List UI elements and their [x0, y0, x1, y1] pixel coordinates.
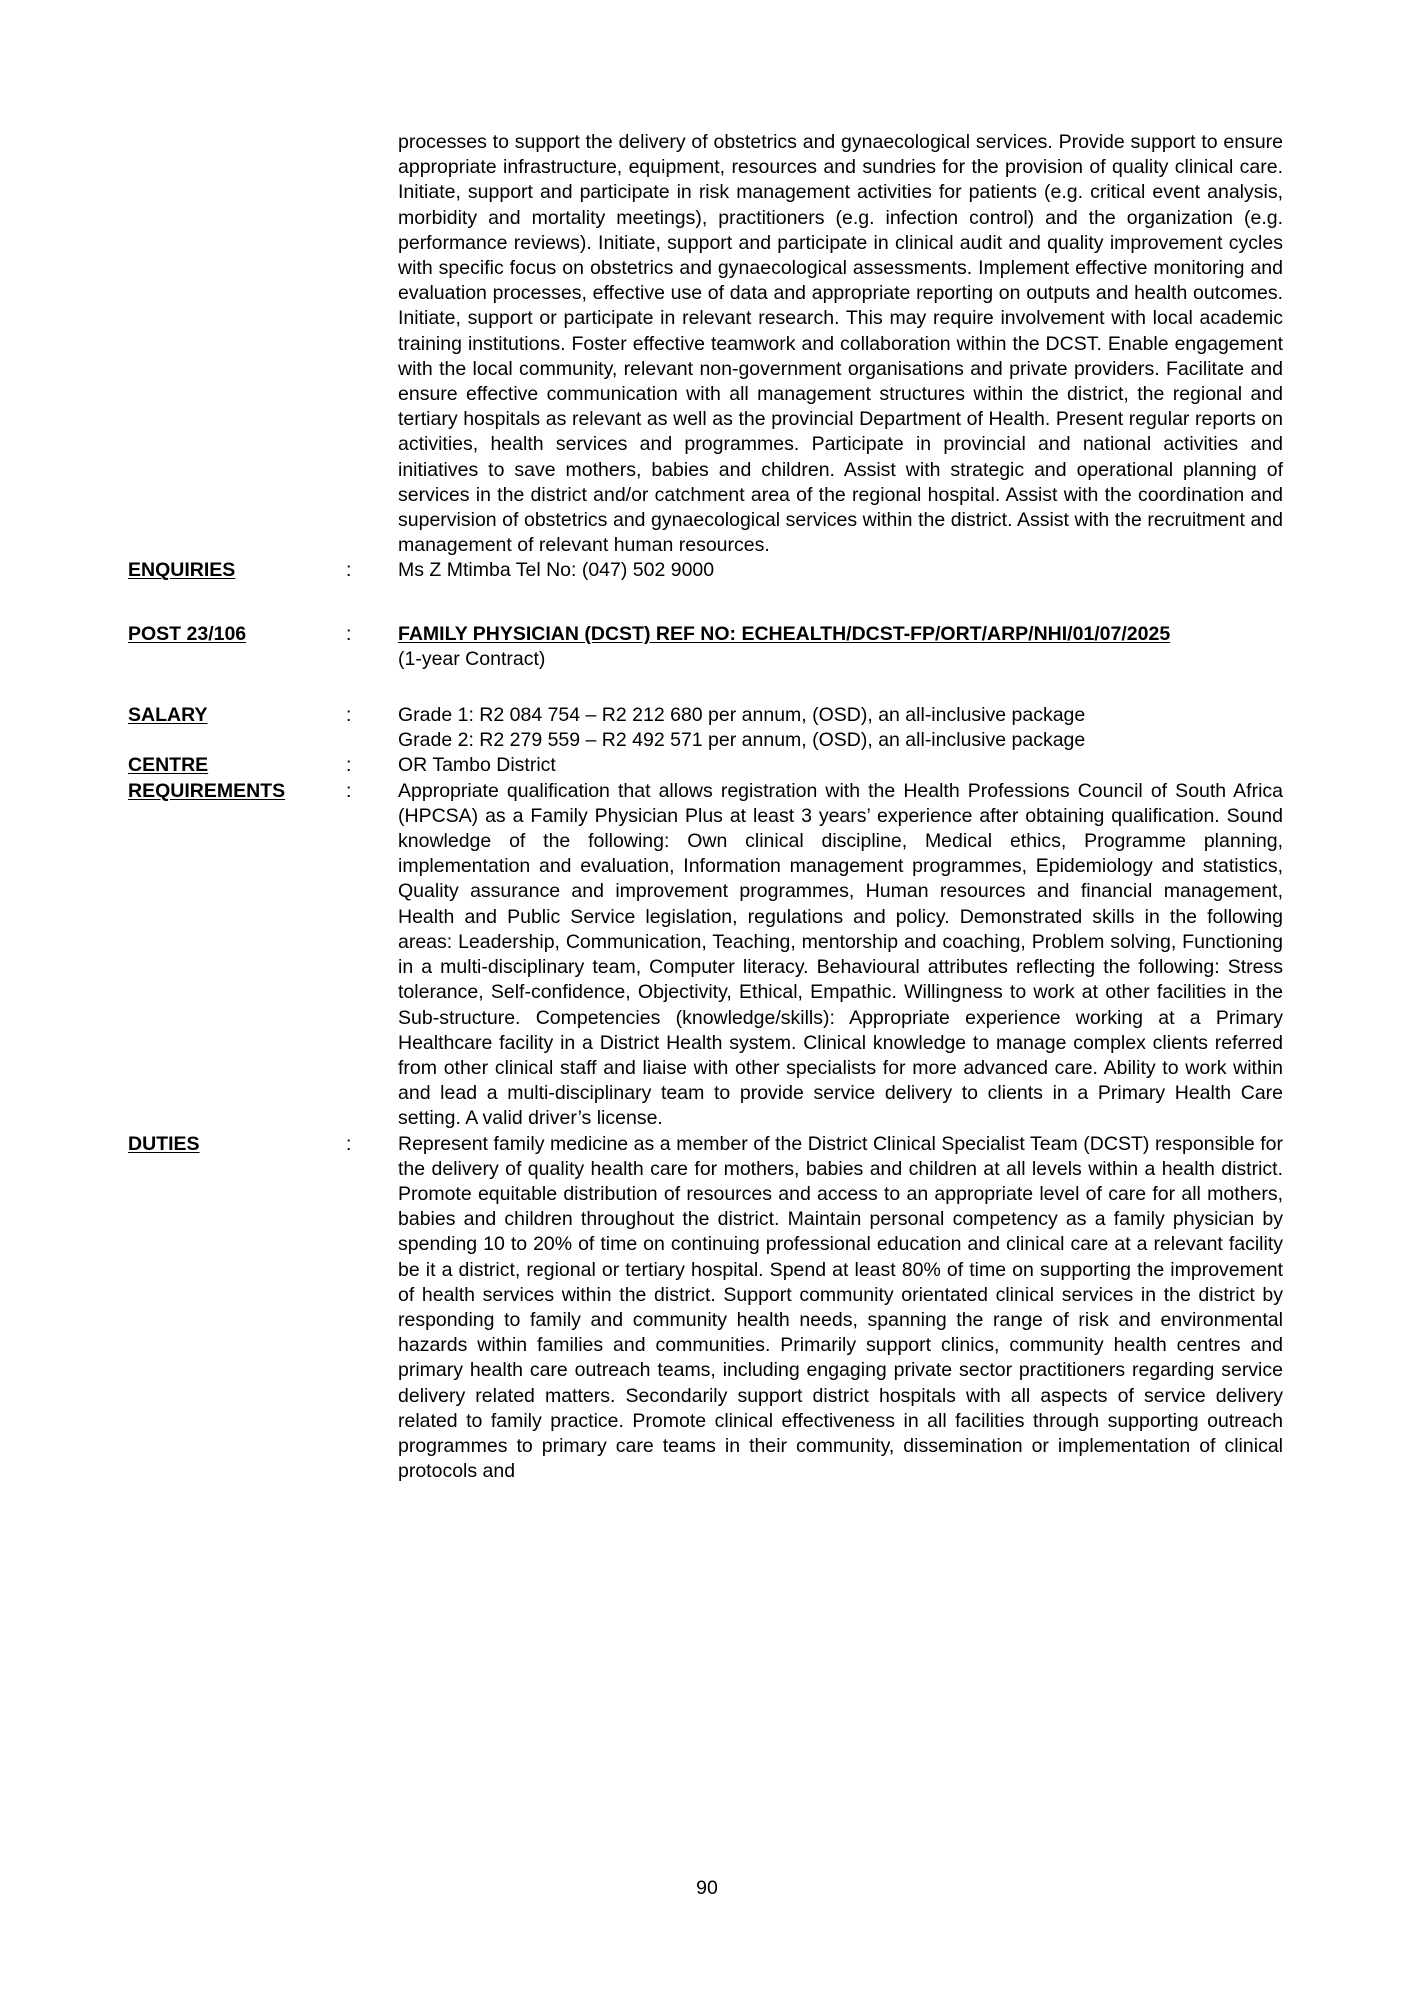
spacer [128, 584, 1283, 622]
intro-paragraph: processes to support the delivery of obstetrics and gynaecological services. Provide support to ensure appropriate infrastructure, equipment, resources and sundries for the provision of quality clinical care. Initiate, support and participate in risk management activities for patients (e.g. critical event analysis, morbidity and mortality meetings), practitioners (e.g. infection control) and the organization (e.g. performance reviews). Initiate, support and participate in clinical audit and quality improvement cycles with specific focus on obstetrics and gynaecological assessments. Implement effective monitoring and evaluation processes, effective use of data and appropriate reporting on outputs and health outcomes. Initiate, support or participate in relevant research. This may require involvement with local academic training institutions. Foster effective teamwork and collaboration within the DCST. Enable engagement with the local community, relevant non-government organisations and private providers. Facilitate and ensure effective communication with all management structures within the district, the regional and tertiary hospitals as relevant as well as the provincial Department of Health. Present regular reports on activities, health services and programmes. Participate in provincial and national activities and initiatives to save mothers, babies and children. Assist with strategic and operational planning of services in the district and/or catchment area of the regional hospital. Assist with the coordination and supervision of obstetrics and gynaecological services within the district. Assist with the recruitment and management of relevant human resources. [398, 131, 1283, 557]
centre-row [128, 753, 1283, 778]
centre-colon: : [346, 754, 352, 777]
salary-row [128, 703, 1283, 753]
enquiries-label: ENQUIRIES [128, 559, 236, 582]
centre-value: OR Tambo District [398, 754, 556, 777]
post-title: FAMILY PHYSICIAN (DCST) REF NO: ECHEALTH/DCST-FP/ORT/ARP/NHI/01/07/2025 [398, 622, 1171, 645]
salary-grade-1: Grade 1: R2 084 754 – R2 212 680 per annum, (OSD), an all-inclusive package [398, 704, 1086, 727]
duties-colon: : [346, 1132, 352, 1155]
enquiries-colon: : [346, 559, 352, 582]
spacer [128, 672, 1283, 703]
requirements-row [128, 779, 1283, 1132]
salary-grade-2: Grade 2: R2 279 559 – R2 492 571 per annum, (OSD), an all-inclusive package [398, 729, 1086, 752]
requirements-colon: : [346, 779, 352, 802]
duties-text: Represent family medicine as a member of the District Clinical Specialist Team (DCST) responsible for the delivery of quality health care for mothers, babies and children at all levels within a health district. Promote equitable distribution of resources and access to an appropriate level of care for all mothers, babies and children throughout the district. Maintain personal competency as a family physician by spending 10 to 20% of time on continuing professional education and clinical care at a relevant facility be it a district, regional or tertiary hospital. Spend at least 80% of time on supporting the improvement of health services within the district. Support community orientated clinical services in the district by responding to family and community health needs, spanning the range of risk and environmental hazards within families and communities. Primarily support clinics, community health centres and primary health care outreach teams, including engaging private sector practitioners regarding service delivery related matters. Secondarily support district hospitals with all aspects of service delivery related to family practice. Promote clinical effectiveness in all facilities through supporting outreach programmes to primary care teams in their community, dissemination or implementation of clinical protocols and [398, 1132, 1283, 1483]
salary-colon: : [346, 704, 352, 727]
page-content [128, 130, 1283, 1484]
enquiries-value: Ms Z Mtimba Tel No: (047) 502 9000 [398, 559, 715, 582]
page-number: 90 [696, 1877, 718, 1899]
duties-row [128, 1132, 1283, 1485]
centre-label: CENTRE [128, 754, 209, 777]
post-colon: : [346, 622, 352, 645]
salary-body [398, 703, 1283, 753]
requirements-label: REQUIREMENTS [128, 779, 286, 802]
post-contract: (1-year Contract) [398, 647, 546, 670]
duties-label: DUTIES [128, 1132, 200, 1155]
post-body [398, 622, 1283, 672]
post-row [128, 622, 1283, 672]
requirements-text: Appropriate qualification that allows registration with the Health Professions Council of South Africa (HPCSA) as a Family Physician Plus at least 3 years’ experience after obtaining qualification. Sound knowledge of the following: Own clinical discipline, Medical ethics, Programme planning, implementation and evaluation, Information management programmes, Epidemiology and statistics, Quality assurance and improvement programmes, Human resources and financial management, Health and Public Service legislation, regulations and policy. Demonstrated skills in the following areas: Leadership, Communication, Teaching, mentorship and coaching, Problem solving, Functioning in a multi-disciplinary team, Computer literacy. Behavioural attributes reflecting the following: Stress tolerance, Self-confidence, Objectivity, Ethical, Empathic. Willingness to work at other facilities in the Sub-structure. Competencies (knowledge/skills): Appropriate experience working at a Primary Healthcare facility in a District Health system. Clinical knowledge to manage complex clients referred from other clinical staff and liaise with other specialists for more advanced care. Ability to work within and lead a multi-disciplinary team to provide service delivery to clients in a Primary Health Care setting. A valid driver’s license. [398, 779, 1283, 1130]
post-label: POST 23/106 [128, 622, 247, 645]
salary-label: SALARY [128, 704, 208, 727]
enquiries-row [128, 558, 1283, 583]
